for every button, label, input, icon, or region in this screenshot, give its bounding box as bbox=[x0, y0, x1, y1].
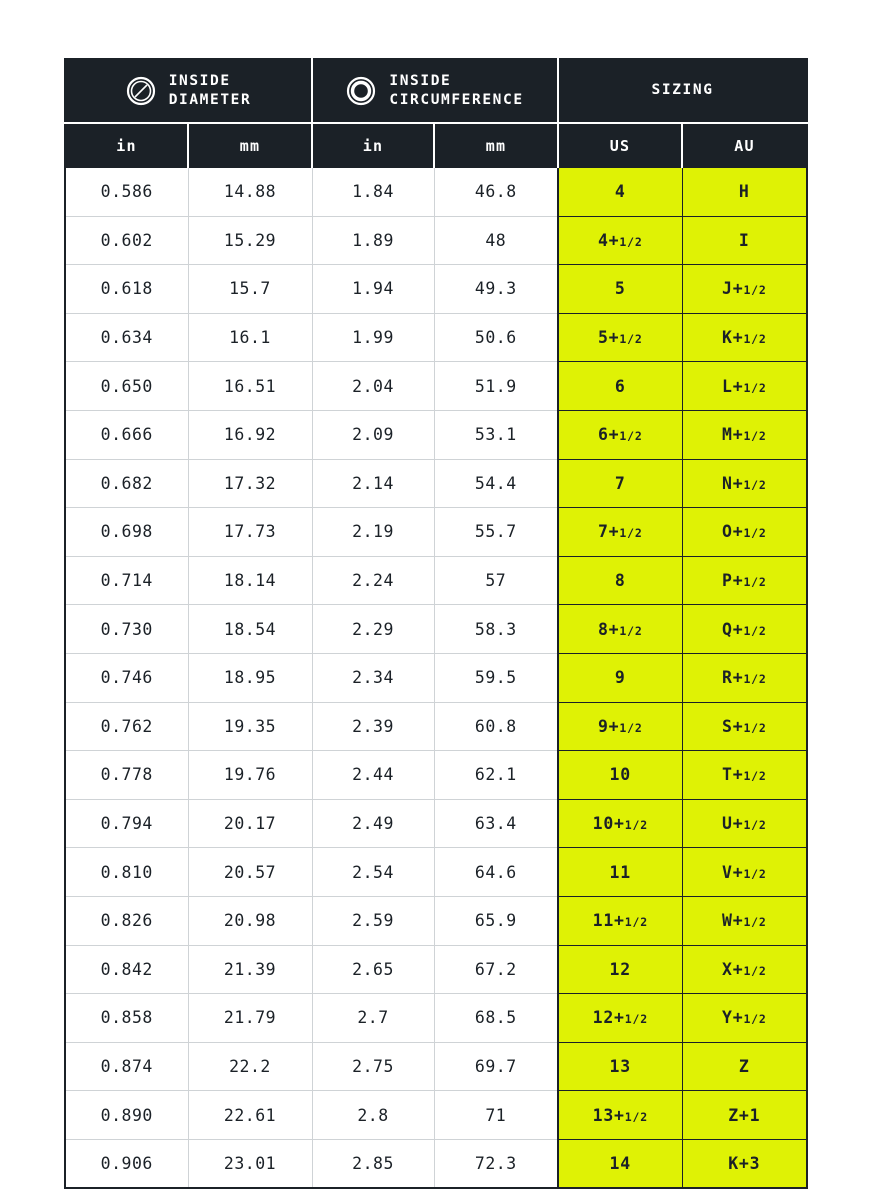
cell-diameter-mm: 14.88 bbox=[188, 168, 312, 216]
cell-circumference-in: 2.09 bbox=[312, 410, 434, 459]
cell-diameter-in: 0.810 bbox=[65, 848, 188, 897]
cell-diameter-in: 0.842 bbox=[65, 945, 188, 994]
cell-size-us-value: 10+ bbox=[592, 814, 625, 834]
cell-size-au bbox=[682, 313, 807, 362]
table-row bbox=[65, 216, 807, 265]
cell-diameter-in: 0.650 bbox=[65, 362, 188, 411]
cell-size-us bbox=[558, 848, 682, 897]
cell-size-au-value: V+ bbox=[721, 862, 744, 882]
cell-circumference-mm: 69.7 bbox=[434, 1042, 558, 1091]
cell-size-us bbox=[558, 994, 682, 1043]
cell-circumference-in: 1.84 bbox=[312, 168, 434, 216]
cell-diameter-mm: 16.92 bbox=[188, 410, 312, 459]
cell-size-au-value: Z bbox=[738, 1056, 750, 1076]
cell-size-au-fraction: 1/2 bbox=[743, 623, 767, 638]
cell-size-us-value: 5 bbox=[614, 279, 626, 299]
cell-size-us-value: 4 bbox=[614, 182, 626, 202]
table-row bbox=[65, 265, 807, 314]
cell-circumference-mm: 68.5 bbox=[434, 994, 558, 1043]
cell-size-au bbox=[682, 605, 807, 654]
cell-size-us bbox=[558, 1139, 682, 1188]
cell-size-au-value: X+ bbox=[721, 959, 744, 979]
cell-size-au bbox=[682, 216, 807, 265]
cell-size-us bbox=[558, 702, 682, 751]
cell-circumference-in: 2.59 bbox=[312, 896, 434, 945]
cell-size-au-value: J+ bbox=[721, 279, 744, 299]
cell-circumference-in: 2.34 bbox=[312, 653, 434, 702]
table-row bbox=[65, 896, 807, 945]
cell-circumference-in: 2.24 bbox=[312, 556, 434, 605]
cell-size-us bbox=[558, 168, 682, 216]
cell-diameter-mm: 22.61 bbox=[188, 1091, 312, 1140]
cell-size-us-value: 13 bbox=[609, 1056, 632, 1076]
cell-size-au bbox=[682, 556, 807, 605]
cell-size-us bbox=[558, 799, 682, 848]
cell-size-au bbox=[682, 508, 807, 557]
cell-size-au-value: I bbox=[738, 230, 750, 250]
cell-size-us bbox=[558, 605, 682, 654]
cell-circumference-mm: 65.9 bbox=[434, 896, 558, 945]
cell-size-au-fraction: 1/2 bbox=[743, 866, 767, 881]
group-header-row bbox=[65, 59, 807, 123]
cell-size-au bbox=[682, 896, 807, 945]
cell-size-us-value: 8+ bbox=[597, 619, 620, 639]
table-row bbox=[65, 799, 807, 848]
cell-size-au bbox=[682, 848, 807, 897]
cell-circumference-in: 1.94 bbox=[312, 265, 434, 314]
cell-size-us-value: 7 bbox=[614, 473, 626, 493]
cell-size-au-value: Z+1 bbox=[728, 1105, 761, 1125]
cell-diameter-mm: 20.17 bbox=[188, 799, 312, 848]
column-header-circumference-in: in bbox=[312, 123, 434, 168]
cell-diameter-in: 0.666 bbox=[65, 410, 188, 459]
cell-size-us bbox=[558, 653, 682, 702]
cell-circumference-mm: 51.9 bbox=[434, 362, 558, 411]
cell-size-us-value: 14 bbox=[609, 1154, 632, 1174]
cell-size-au bbox=[682, 702, 807, 751]
cell-size-us-fraction: 1/2 bbox=[619, 526, 643, 541]
cell-diameter-mm: 17.73 bbox=[188, 508, 312, 557]
group-header-inside-circumference-label: INSIDE CIRCUMFERENCE bbox=[389, 72, 524, 108]
group-header-inside-diameter bbox=[65, 59, 312, 123]
group-header-sizing-label: SIZING bbox=[651, 82, 714, 99]
cell-circumference-in: 2.44 bbox=[312, 751, 434, 800]
cell-size-au-value: R+ bbox=[721, 668, 744, 688]
cell-diameter-in: 0.826 bbox=[65, 896, 188, 945]
table-row bbox=[65, 1139, 807, 1188]
cell-diameter-mm: 16.1 bbox=[188, 313, 312, 362]
cell-circumference-in: 2.14 bbox=[312, 459, 434, 508]
cell-circumference-in: 2.85 bbox=[312, 1139, 434, 1188]
cell-size-au bbox=[682, 1139, 807, 1188]
cell-circumference-in: 2.65 bbox=[312, 945, 434, 994]
cell-diameter-in: 0.698 bbox=[65, 508, 188, 557]
cell-circumference-mm: 48 bbox=[434, 216, 558, 265]
cell-diameter-in: 0.890 bbox=[65, 1091, 188, 1140]
table-row bbox=[65, 362, 807, 411]
cell-circumference-mm: 55.7 bbox=[434, 508, 558, 557]
cell-diameter-mm: 16.51 bbox=[188, 362, 312, 411]
cell-size-us-value: 6 bbox=[614, 376, 626, 396]
cell-size-au-value: K+3 bbox=[728, 1154, 761, 1174]
cell-circumference-mm: 49.3 bbox=[434, 265, 558, 314]
cell-size-au bbox=[682, 168, 807, 216]
cell-size-au-fraction: 1/2 bbox=[743, 429, 767, 444]
cell-diameter-mm: 18.95 bbox=[188, 653, 312, 702]
cell-circumference-in: 2.49 bbox=[312, 799, 434, 848]
cell-size-us bbox=[558, 1042, 682, 1091]
cell-diameter-in: 0.602 bbox=[65, 216, 188, 265]
cell-size-au-fraction: 1/2 bbox=[743, 720, 767, 735]
column-header-circumference-mm: mm bbox=[434, 123, 558, 168]
table-row bbox=[65, 945, 807, 994]
cell-diameter-mm: 15.7 bbox=[188, 265, 312, 314]
table-row bbox=[65, 459, 807, 508]
ring-size-table bbox=[64, 58, 808, 1189]
cell-size-au-fraction: 1/2 bbox=[743, 283, 767, 298]
cell-circumference-mm: 57 bbox=[434, 556, 558, 605]
cell-diameter-in: 0.714 bbox=[65, 556, 188, 605]
cell-diameter-mm: 17.32 bbox=[188, 459, 312, 508]
cell-circumference-mm: 67.2 bbox=[434, 945, 558, 994]
cell-size-us bbox=[558, 216, 682, 265]
cell-size-au-value: K+ bbox=[721, 328, 744, 348]
cell-circumference-mm: 60.8 bbox=[434, 702, 558, 751]
table-row bbox=[65, 556, 807, 605]
cell-circumference-mm: 71 bbox=[434, 1091, 558, 1140]
cell-diameter-mm: 15.29 bbox=[188, 216, 312, 265]
cell-size-us-value: 12 bbox=[609, 959, 632, 979]
cell-size-us-value: 6+ bbox=[597, 425, 620, 445]
cell-size-au-value: W+ bbox=[721, 911, 744, 931]
cell-size-us bbox=[558, 945, 682, 994]
cell-size-au-fraction: 1/2 bbox=[743, 477, 767, 492]
cell-size-us-fraction: 1/2 bbox=[624, 1012, 648, 1027]
table-header bbox=[65, 59, 807, 168]
cell-size-us bbox=[558, 896, 682, 945]
cell-circumference-in: 1.99 bbox=[312, 313, 434, 362]
cell-size-us bbox=[558, 362, 682, 411]
cell-size-au-value: S+ bbox=[721, 716, 744, 736]
cell-size-us bbox=[558, 459, 682, 508]
cell-circumference-mm: 54.4 bbox=[434, 459, 558, 508]
cell-size-us-fraction: 1/2 bbox=[619, 720, 643, 735]
cell-diameter-mm: 18.14 bbox=[188, 556, 312, 605]
cell-diameter-in: 0.730 bbox=[65, 605, 188, 654]
cell-size-us bbox=[558, 265, 682, 314]
cell-diameter-in: 0.794 bbox=[65, 799, 188, 848]
cell-size-us-fraction: 1/2 bbox=[619, 332, 643, 347]
cell-size-au-value: L+ bbox=[721, 376, 744, 396]
cell-circumference-mm: 50.6 bbox=[434, 313, 558, 362]
table-row bbox=[65, 848, 807, 897]
cell-size-us-value: 12+ bbox=[592, 1008, 625, 1028]
table-row bbox=[65, 605, 807, 654]
cell-size-au bbox=[682, 459, 807, 508]
table-row bbox=[65, 508, 807, 557]
cell-size-au-value: P+ bbox=[721, 571, 744, 591]
cell-diameter-mm: 18.54 bbox=[188, 605, 312, 654]
cell-circumference-in: 2.8 bbox=[312, 1091, 434, 1140]
cell-size-au bbox=[682, 1042, 807, 1091]
cell-size-au bbox=[682, 410, 807, 459]
column-header-us: US bbox=[558, 123, 682, 168]
table-row bbox=[65, 410, 807, 459]
cell-size-au bbox=[682, 945, 807, 994]
column-header-diameter-mm: mm bbox=[188, 123, 312, 168]
cell-diameter-mm: 19.76 bbox=[188, 751, 312, 800]
cell-size-au bbox=[682, 994, 807, 1043]
table-row bbox=[65, 653, 807, 702]
table-row bbox=[65, 313, 807, 362]
cell-size-au-value: M+ bbox=[721, 425, 744, 445]
cell-size-au-value: N+ bbox=[721, 473, 744, 493]
cell-size-au-fraction: 1/2 bbox=[743, 380, 767, 395]
cell-size-au bbox=[682, 653, 807, 702]
table-row bbox=[65, 1042, 807, 1091]
cell-circumference-mm: 72.3 bbox=[434, 1139, 558, 1188]
cell-size-us bbox=[558, 410, 682, 459]
cell-diameter-mm: 21.79 bbox=[188, 994, 312, 1043]
cell-diameter-mm: 21.39 bbox=[188, 945, 312, 994]
group-header-inside-diameter-label: INSIDE DIAMETER bbox=[168, 72, 252, 108]
cell-size-au-fraction: 1/2 bbox=[743, 672, 767, 687]
cell-diameter-mm: 19.35 bbox=[188, 702, 312, 751]
table-row bbox=[65, 1091, 807, 1140]
cell-size-us-value: 10 bbox=[609, 765, 632, 785]
cell-size-us-fraction: 1/2 bbox=[624, 915, 648, 930]
cell-size-us-fraction: 1/2 bbox=[624, 818, 648, 833]
cell-size-au-fraction: 1/2 bbox=[743, 332, 767, 347]
column-header-row bbox=[65, 123, 807, 168]
cell-circumference-mm: 53.1 bbox=[434, 410, 558, 459]
group-header-inside-circumference bbox=[312, 59, 558, 123]
cell-size-us-fraction: 1/2 bbox=[619, 429, 643, 444]
cell-circumference-mm: 46.8 bbox=[434, 168, 558, 216]
cell-diameter-mm: 22.2 bbox=[188, 1042, 312, 1091]
cell-size-au bbox=[682, 265, 807, 314]
cell-size-us bbox=[558, 1091, 682, 1140]
cell-size-au-value: Y+ bbox=[721, 1008, 744, 1028]
cell-circumference-mm: 64.6 bbox=[434, 848, 558, 897]
cell-diameter-in: 0.634 bbox=[65, 313, 188, 362]
cell-size-au-fraction: 1/2 bbox=[743, 526, 767, 541]
cell-circumference-in: 2.7 bbox=[312, 994, 434, 1043]
cell-size-au bbox=[682, 799, 807, 848]
cell-size-us-value: 11 bbox=[609, 862, 632, 882]
cell-size-au-fraction: 1/2 bbox=[743, 1012, 767, 1027]
cell-diameter-in: 0.874 bbox=[65, 1042, 188, 1091]
cell-size-us-value: 9 bbox=[614, 668, 626, 688]
cell-size-us-fraction: 1/2 bbox=[624, 1109, 648, 1124]
cell-diameter-in: 0.618 bbox=[65, 265, 188, 314]
cell-size-us bbox=[558, 751, 682, 800]
cell-size-au-fraction: 1/2 bbox=[743, 575, 767, 590]
cell-diameter-in: 0.746 bbox=[65, 653, 188, 702]
ring-circumference-icon bbox=[346, 76, 376, 106]
table-row bbox=[65, 702, 807, 751]
cell-circumference-mm: 62.1 bbox=[434, 751, 558, 800]
cell-size-us-value: 4+ bbox=[597, 230, 620, 250]
cell-size-au bbox=[682, 362, 807, 411]
cell-size-au bbox=[682, 751, 807, 800]
ring-diameter-icon bbox=[126, 76, 156, 106]
cell-size-us-fraction: 1/2 bbox=[619, 623, 643, 638]
cell-size-us-value: 5+ bbox=[597, 328, 620, 348]
column-header-au: AU bbox=[682, 123, 807, 168]
cell-size-au-value: H bbox=[738, 182, 750, 202]
cell-diameter-mm: 20.57 bbox=[188, 848, 312, 897]
cell-circumference-in: 1.89 bbox=[312, 216, 434, 265]
cell-size-us bbox=[558, 556, 682, 605]
column-header-diameter-in: in bbox=[65, 123, 188, 168]
cell-size-us-value: 13+ bbox=[592, 1105, 625, 1125]
cell-diameter-in: 0.858 bbox=[65, 994, 188, 1043]
cell-size-au-fraction: 1/2 bbox=[743, 915, 767, 930]
cell-size-us-value: 8 bbox=[614, 571, 626, 591]
cell-size-au bbox=[682, 1091, 807, 1140]
cell-circumference-in: 2.54 bbox=[312, 848, 434, 897]
cell-circumference-in: 2.29 bbox=[312, 605, 434, 654]
cell-size-au-value: O+ bbox=[721, 522, 744, 542]
table-row bbox=[65, 994, 807, 1043]
cell-size-au-value: Q+ bbox=[721, 619, 744, 639]
table-body bbox=[65, 168, 807, 1188]
cell-diameter-in: 0.586 bbox=[65, 168, 188, 216]
cell-circumference-in: 2.19 bbox=[312, 508, 434, 557]
cell-size-us-value: 11+ bbox=[592, 911, 625, 931]
group-header-sizing bbox=[558, 59, 807, 123]
cell-circumference-in: 2.39 bbox=[312, 702, 434, 751]
cell-size-au-value: U+ bbox=[721, 814, 744, 834]
cell-diameter-mm: 23.01 bbox=[188, 1139, 312, 1188]
cell-size-us bbox=[558, 313, 682, 362]
cell-size-us-value: 7+ bbox=[597, 522, 620, 542]
cell-diameter-mm: 20.98 bbox=[188, 896, 312, 945]
cell-diameter-in: 0.906 bbox=[65, 1139, 188, 1188]
cell-circumference-mm: 63.4 bbox=[434, 799, 558, 848]
cell-size-us-fraction: 1/2 bbox=[619, 234, 643, 249]
table-row bbox=[65, 751, 807, 800]
cell-circumference-mm: 58.3 bbox=[434, 605, 558, 654]
cell-diameter-in: 0.682 bbox=[65, 459, 188, 508]
cell-size-au-fraction: 1/2 bbox=[743, 818, 767, 833]
cell-diameter-in: 0.778 bbox=[65, 751, 188, 800]
cell-size-us bbox=[558, 508, 682, 557]
cell-size-au-fraction: 1/2 bbox=[743, 769, 767, 784]
cell-circumference-mm: 59.5 bbox=[434, 653, 558, 702]
cell-circumference-in: 2.75 bbox=[312, 1042, 434, 1091]
cell-diameter-in: 0.762 bbox=[65, 702, 188, 751]
cell-size-au-fraction: 1/2 bbox=[743, 963, 767, 978]
cell-circumference-in: 2.04 bbox=[312, 362, 434, 411]
cell-size-au-value: T+ bbox=[721, 765, 744, 785]
table-row bbox=[65, 168, 807, 216]
cell-size-us-value: 9+ bbox=[597, 716, 620, 736]
